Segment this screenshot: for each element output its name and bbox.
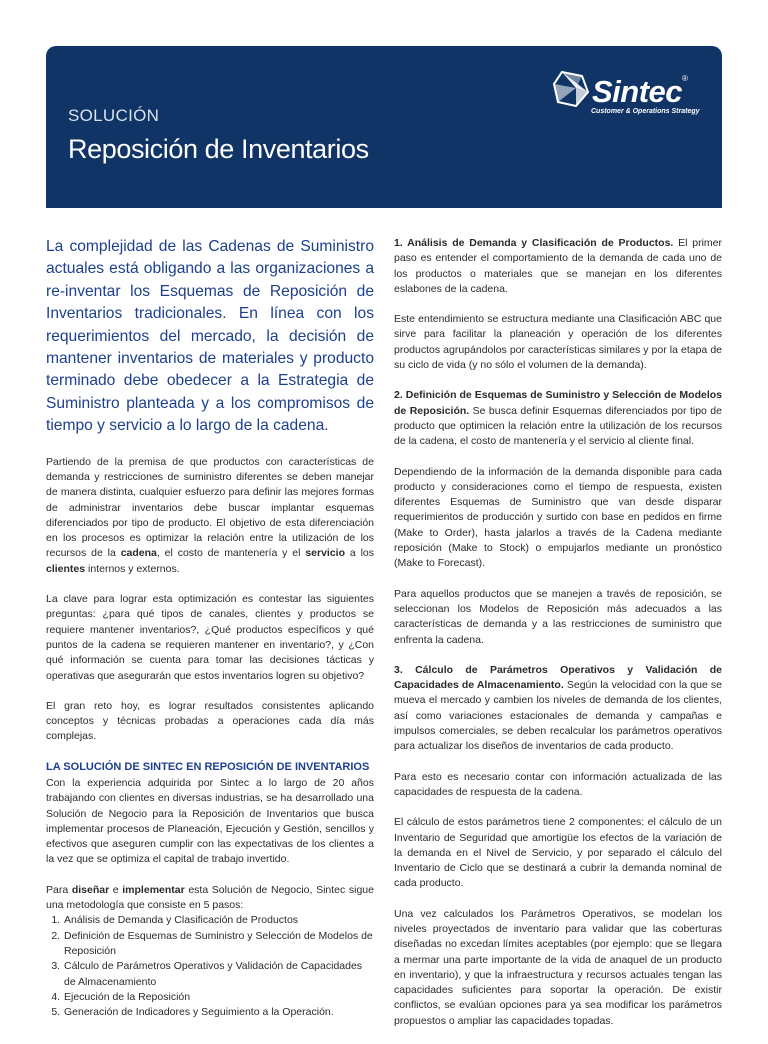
paragraph-step1: 1. Análisis de Demanda y Clasificación de Productos. El primer paso es entender el comportamiento de la demanda de cada uno de los productos o materiales que se manejan en los diferentes eslabones de la cadena. <box>394 237 722 295</box>
paragraph-step2: 2. Definición de Esquemas de Suministro y Selección de Modelos de Reposición. Se busca definir Esquemas diferenciados por tipo de producto que optimicen la relación entre la utilización de los recursos de la cadena, el costo de mantenería y el servicio al cliente final. <box>394 389 722 448</box>
step-item: 2. Definición de Esquemas de Suministro y Selección de Modelos de Reposición <box>63 929 374 960</box>
section-title: LA SOLUCIÓN DE SINTEC EN REPOSICIÓN DE INVENTARIOS <box>46 760 370 773</box>
step-item: 3. Cálculo de Parámetros Operativos y Validación de Capacidades de Almacenamiento <box>63 959 374 990</box>
paragraph-questions: La clave para lograr esta optimización es contestar las siguientes preguntas: ¿para qué tipos de canales, clientes y productos se requiere mantener inventarios?, ¿Qué productos específicos y qué puntos de la cadena se requieren mantener en inventario?, y ¿Con qué información se cuenta para tomar las decisiones tácticas y operativas que asegurarán que estos inventarios logren su objetivo? <box>46 593 374 682</box>
paragraph-validation: Una vez calculados los Parámetros Operativos, se modelan los niveles proyectados de inventario para validar que las coberturas diseñadas no excedan límites aceptables (por ejemplo: que se llegara a mermar una parte importante de la vida de anaquel de un producto en inventario), y que la infraestructura y recursos actuales tengan las capacidades suficientes para soportar la operación. De existir conflictos, se evalúan opciones para ya sea modificar los parámetros propuestos o ampliar las capacidades topadas. <box>394 907 722 1027</box>
sintec-logo <box>552 68 702 122</box>
paragraph-replenishment-models: Para aquellos productos que se manejen a través de reposición, se seleccionan los Modelos de Reposición más adecuados a las características de demanda y a las restricciones de suministro que enfrenta la cadena. <box>394 587 722 646</box>
paragraph-supply-schemes: Dependiendo de la información de la demanda disponible para cada producto y consideraciones como el tiempo de respuesta, existen diferentes Esquemas de Suministro que van desde disparar requerimientos de producción y surtido con base en pedidos en firme (Make to Order), hasta jalarlos a través de la Cadena mediante reposición (Make to Stock) o empujarlos mediante un pronóstico (Make to Forecast). <box>394 465 722 570</box>
right-column <box>394 236 722 1044</box>
steps-list <box>46 913 374 1020</box>
paragraph-step3: 3. Cálculo de Parámetros Operativos y Validación de Capacidades de Almacenamiento. Según la velocidad con la que se mueva el mercado y cambien los niveles de demanda de los clientes, así como variaciones estacionales de demanda y campañas e impulsos comerciales, se deben recalcular los parámetros operativos para actualizar los diseños de inventarios de cada producto. <box>394 663 722 753</box>
left-column <box>46 236 374 1020</box>
paragraph-premise: Partiendo de la premisa de que productos con características de demanda y restricciones de suministro diferentes se deben manejar de manera distinta, cualquier esfuerzo para definir las mejores formas de administrar inventarios debe buscar implantar esquemas diferenciados por tipo de producto. El objetivo de esta diferenciación en los procesos es optimizar la relación entre la utilización de los recursos de la cadena, el costo de mantenería y el servicio a los clientes internos y externos. <box>46 455 374 575</box>
logo-tagline: Customer & Operations Strategy <box>591 108 700 115</box>
lead-paragraph: La complejidad de las Cadenas de Suministro actuales está obligando a las organizaciones a re-inventar los Esquemas de Reposición de Inventarios tradicionales. En línea con los requerimientos del mercado, la decisión de mantener inventarios de materiales y producto terminado debe obedecer a la Estrategia de Suministro planteada y a los compromisos de tiempo y servicio a lo largo de la cadena. <box>46 238 374 435</box>
paragraph-capacity-info: Para esto es necesario contar con información actualizada de las capacidades de respuesta de la cadena. <box>394 770 722 798</box>
step-item: 4. Ejecución de la Reposición <box>63 990 374 1005</box>
step-item: 1. Análisis de Demanda y Clasificación de Productos <box>63 913 374 928</box>
paragraph-experience: Con la experiencia adquirida por Sintec a lo largo de 20 años trabajando con clientes en diversas industrias, se ha desarrollado una Solución de Negocio para la Reposición de Inventarios que busca implementar procesos de Planeación, Ejecución y Gestión, sencillos y efectivos que aseguren cumplir con las expectativas de los clientes a la vez que se optimiza el capital de trabajo invertido. <box>46 777 374 866</box>
sintec-logo-icon <box>552 70 590 110</box>
logo-wordmark: Sintec® <box>592 74 688 109</box>
page-title: Reposición de Inventarios <box>68 134 369 164</box>
paragraph-methodology: Para diseñar e implementar esta Solución de Negocio, Sintec sigue una metodología que consiste en 5 pasos: <box>46 883 374 912</box>
paragraph-abc: Este entendimiento se estructura mediante una Clasificación ABC que sirve para facilitar la planeación y operación de los diferentes productos agrupándolos por características similares y por la etapa de su ciclo de vida (y no sólo el volumen de la demanda). <box>394 313 722 372</box>
header-banner <box>46 46 722 208</box>
header-kicker: SOLUCIÓN <box>68 106 160 125</box>
paragraph-challenge: El gran reto hoy, es lograr resultados consistentes aplicando conceptos y técnicas probadas a operaciones cada día más complejas. <box>46 699 374 743</box>
step-item: 5. Generación de Indicadores y Seguimiento a la Operación. <box>63 1005 374 1020</box>
paragraph-parameters: El cálculo de estos parámetros tiene 2 componentes: el cálculo de un Inventario de Seguridad que amortigüe los efectos de la variación de la demanda en el Nivel de Servicio, y por separado el cálculo del Inventario de Ciclo que se destinará a cubrir la demanda nominal de cada producto. <box>394 816 722 890</box>
